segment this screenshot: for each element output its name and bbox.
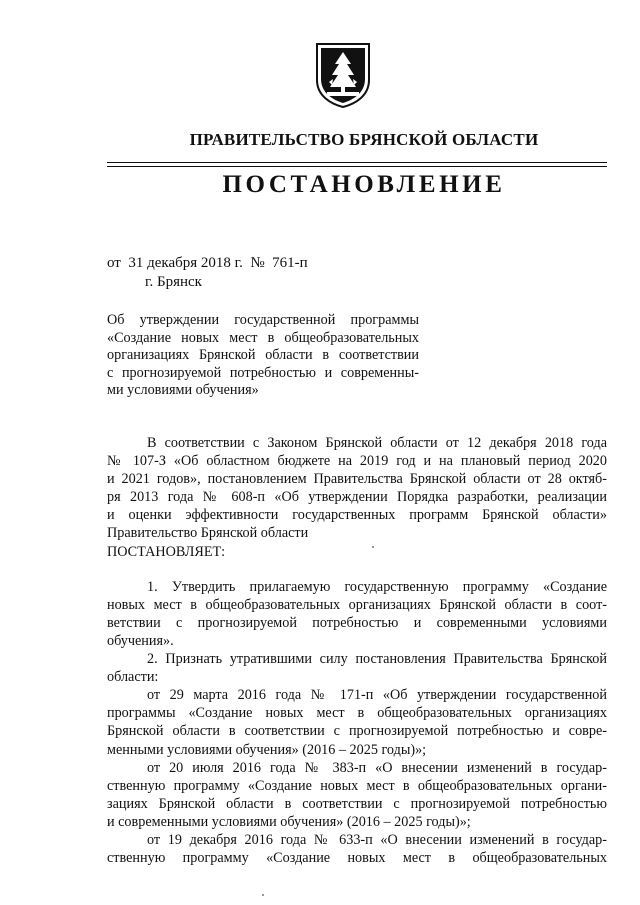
repealed-decree-2-line: зациях Брянской области в соответствии с прогнозируемой потребностью (107, 795, 607, 812)
header-rule-bottom (107, 166, 607, 167)
subject-line: с прогнозируемой потребностью и современны- (107, 364, 419, 381)
city-line: г. Брянск (145, 274, 202, 290)
subject-line: Об утверждении государственной программы (107, 312, 419, 328)
repealed-decree-3-line: ственную программу «Создание новых мест в общеобразовательных (107, 850, 607, 867)
item-1-line: обучения». (107, 632, 174, 649)
subject-line: «Создание новых мест в общеобразовательных (107, 329, 419, 346)
body-line: и оценки эффективности государственных программ Брянской области» (107, 507, 607, 524)
item-1-line: ветствии с прогнозируемой потребностью и современными условиями (107, 614, 607, 631)
repealed-decree-1-line: программы «Создание новых мест в общеобразовательных организациях (107, 705, 607, 722)
item-2-line: 2. Признать утратившими силу постановления Правительства Брянской (147, 651, 607, 668)
header-rule-top (107, 162, 607, 163)
repealed-decree-1-line: Брянской области в соответствии с прогнозируемой потребностью и совре- (107, 723, 607, 740)
date-number-line: от 31 декабря 2018 г. № 761-п (107, 255, 308, 271)
subject-line: организациях Брянской области в соответствии (107, 347, 419, 363)
body-line: ря 2013 года № 608-п «Об утверждении Порядка разработки, реализации (107, 489, 607, 506)
coat-of-arms-emblem-icon (315, 42, 371, 108)
repealed-decree-2-line: и современными условиями обучения» (2016 – 2025 годы)»; (107, 813, 471, 830)
repealed-decree-2-line: от 20 июля 2016 года № 383-п «О внесении изменений в государ- (147, 759, 607, 776)
body-line: Правительство Брянской области (107, 525, 309, 542)
document-subject (107, 312, 419, 400)
item-1-line: новых мест в общеобразовательных организациях Брянской области в соот- (107, 596, 607, 613)
repealed-decree-1-line: менными условиями обучения» (2016 – 2025 годы)»; (107, 741, 427, 758)
item-2-line: области: (107, 669, 159, 686)
scan-speck (262, 894, 264, 896)
repealed-decree-3-line: от 19 декабря 2016 года № 633-п «О внесении изменений в государ- (147, 831, 607, 848)
document-type-title: ПОСТАНОВЛЕНИЕ (222, 171, 506, 198)
item-1-line: 1. Утвердить прилагаемую государственную программу «Создание (147, 578, 607, 595)
body-line: и 2021 годов», постановлением Правительства Брянской области от 28 октяб- (107, 471, 607, 488)
repealed-decree-1-line: от 29 марта 2016 года № 171-п «Об утверждении государственной (147, 687, 607, 704)
repealed-decree-2-line: ственную программу «Создание новых мест в общеобразовательных органи- (107, 777, 607, 794)
document-body (107, 434, 607, 867)
government-name: ПРАВИТЕЛЬСТВО БРЯНСКОЙ ОБЛАСТИ (189, 130, 539, 149)
subject-line: ми условиями обучения» (107, 382, 259, 398)
decree-word: ПОСТАНОВЛЯЕТ: (107, 543, 226, 560)
scan-speck (372, 546, 374, 548)
body-line: В соответствии с Законом Брянской области от 12 декабря 2018 года (147, 435, 607, 451)
body-line: № 107-З «Об областном бюджете на 2019 год и на плановый период 2020 (107, 453, 607, 470)
